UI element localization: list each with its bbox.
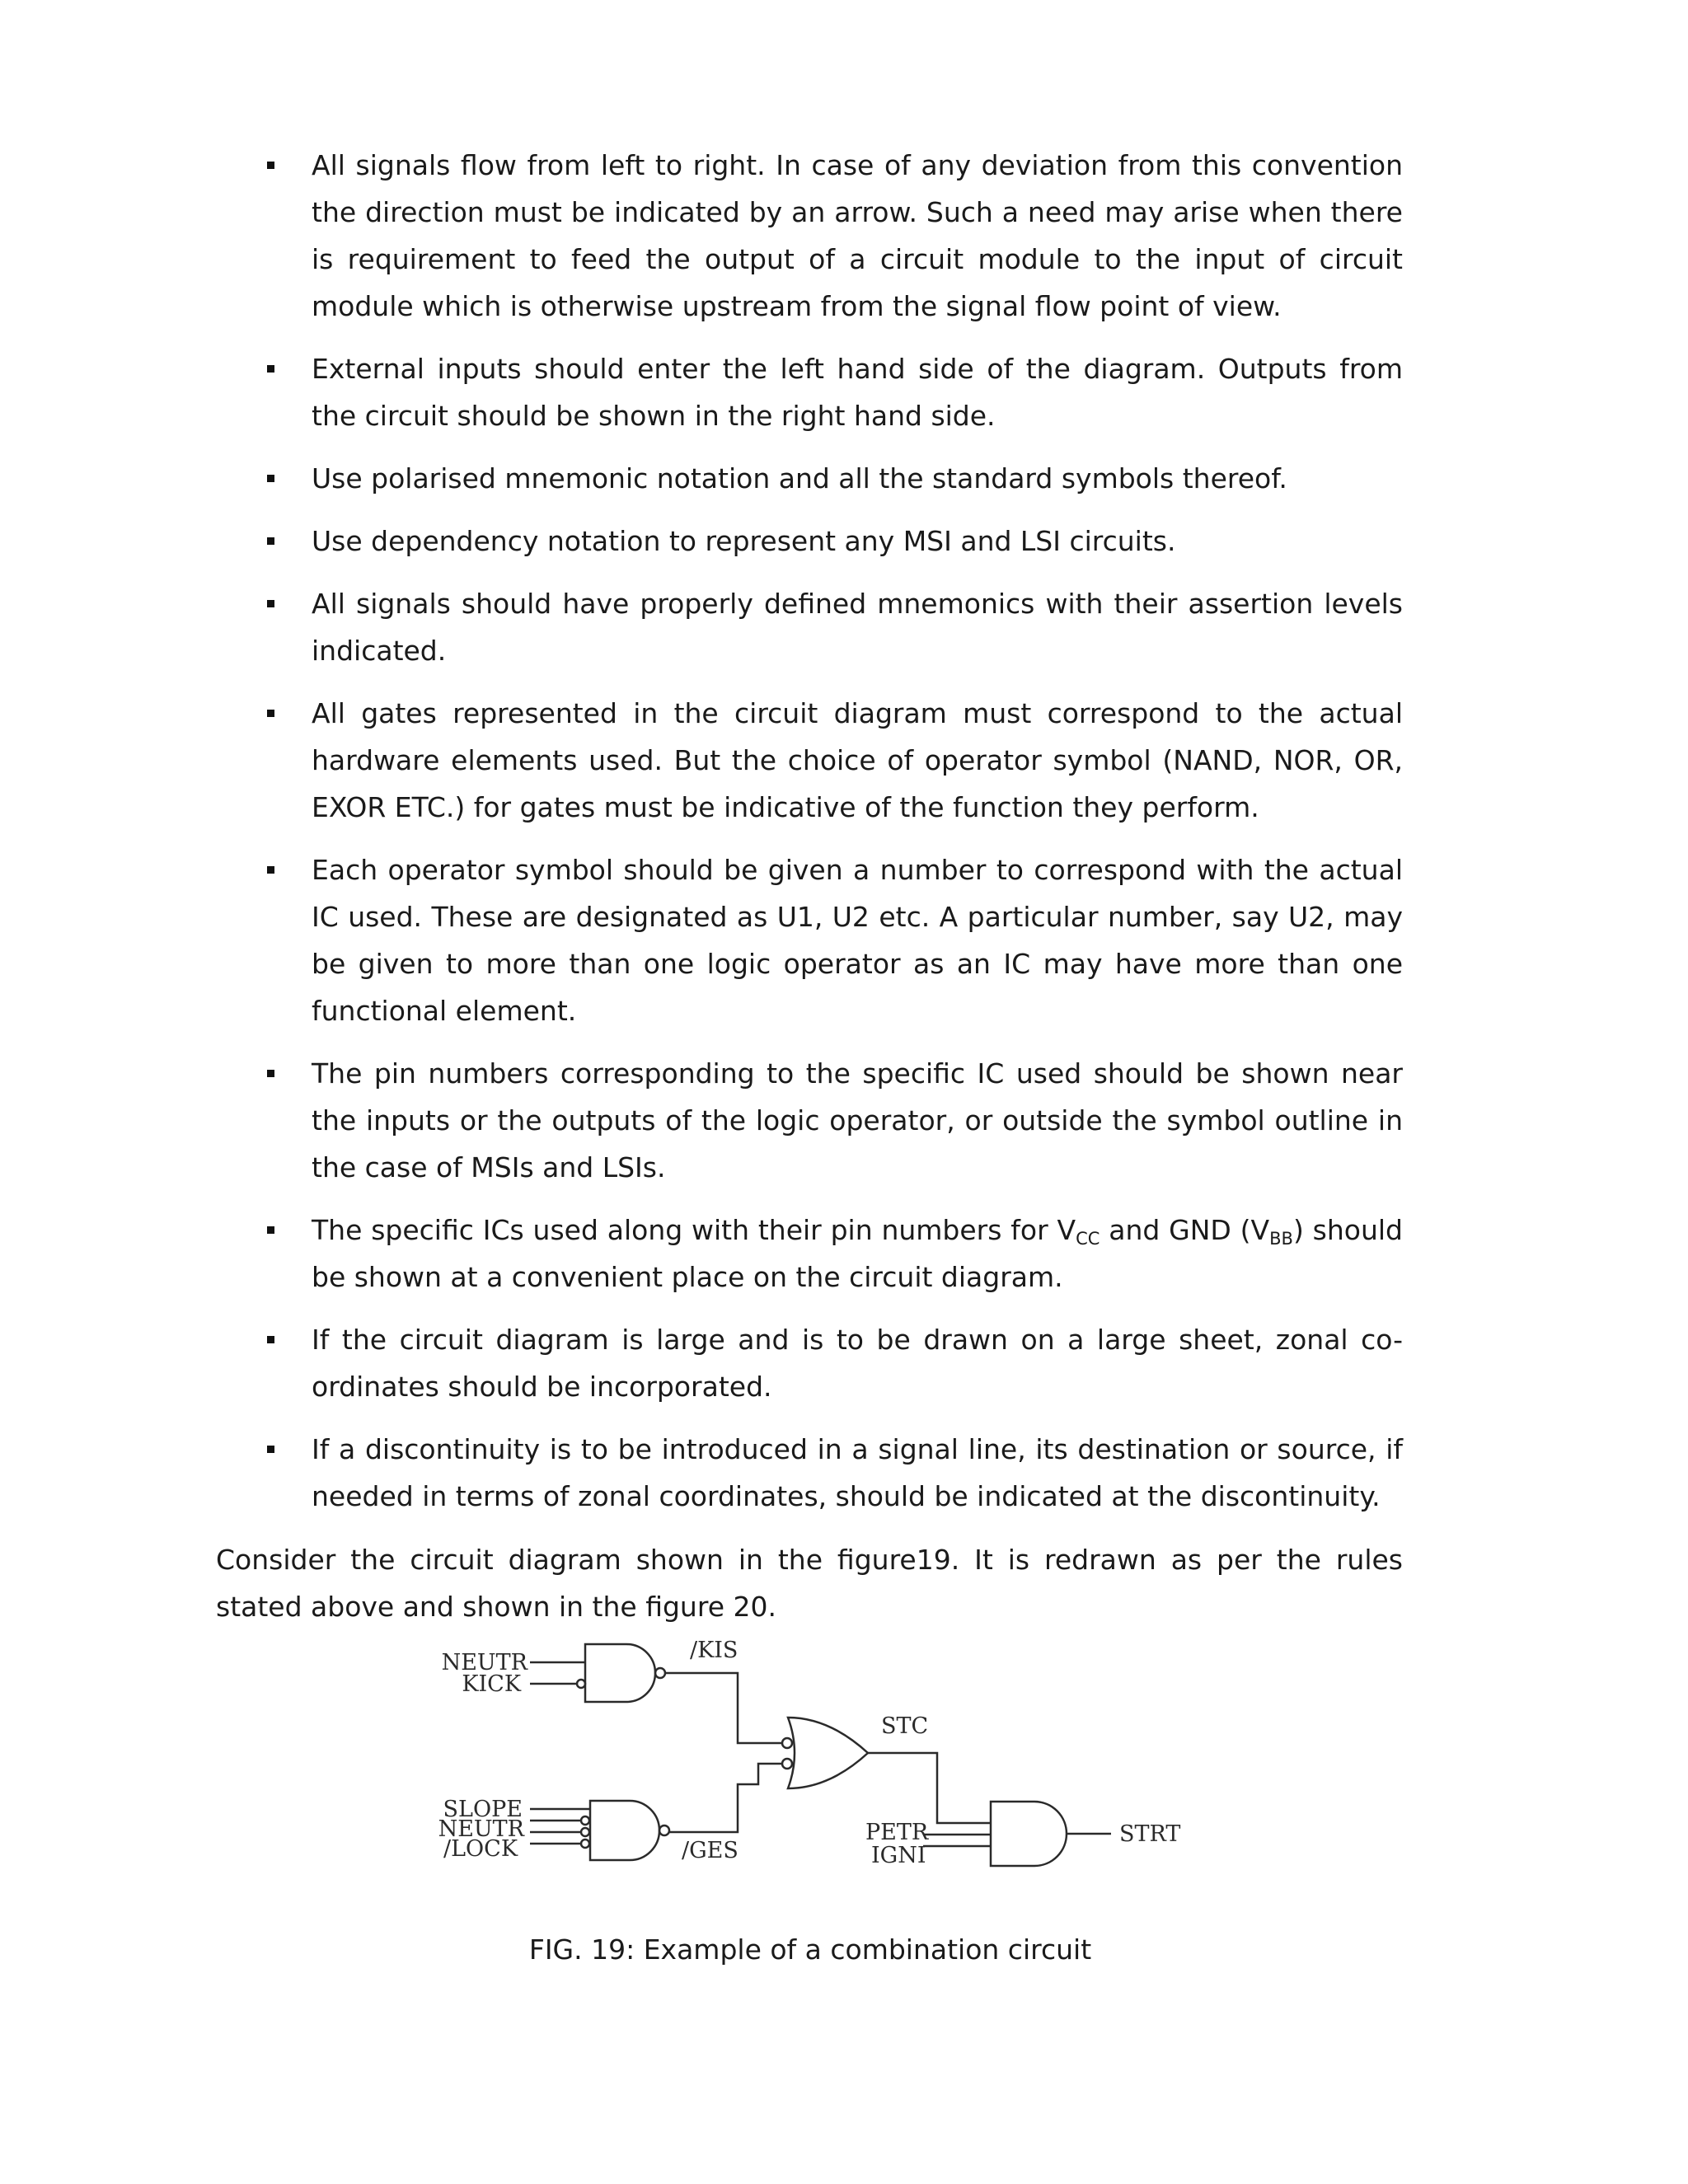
square-bullet-icon — [267, 162, 274, 169]
inversion-bubble — [782, 1759, 792, 1769]
list-item-text: All signals should have properly defined mnemonics with their assertion levels indicated. — [312, 588, 1403, 667]
inversion-bubble — [577, 1680, 585, 1688]
square-bullet-icon — [267, 1336, 274, 1343]
list-item-text: The pin numbers corresponding to the specific IC used should be shown near the inputs or the outputs of the logic operator, or outside the symbol outline in the case of MSIs and LSIs. — [312, 1057, 1403, 1183]
list-item — [216, 846, 1403, 1034]
circuit-svg — [420, 1640, 1195, 1887]
square-bullet-icon — [267, 866, 274, 874]
signal-label: PETR — [865, 1820, 929, 1845]
signal-label: STRT — [1119, 1821, 1181, 1847]
list-item — [216, 455, 1403, 502]
circuit-diagram — [420, 1640, 1195, 1887]
inversion-bubble — [581, 1840, 589, 1848]
list-item-text: If a discontinuity is to be introduced in a signal line, its destination or source, if needed in terms of zonal coordinates, should be indicated at the discontinuity. — [312, 1433, 1403, 1512]
list-item-text: Use polarised mnemonic notation and all the standard symbols thereof. — [312, 462, 1287, 494]
body-paragraph: Consider the circuit diagram shown in the figure19. It is redrawn as per the rules stated above and shown in the figure 20. — [216, 1544, 1403, 1623]
inversion-bubble — [581, 1828, 589, 1836]
list-item-text: Each operator symbol should be given a number to correspond with the actual IC used. These are designated as U1, U2 etc. A particular number, say U2, may be given to more than one logic operator as an IC may have more than one functional element. — [312, 854, 1403, 1027]
list-item — [216, 518, 1403, 565]
square-bullet-icon — [267, 1226, 274, 1234]
square-bullet-icon — [267, 537, 274, 545]
inversion-bubble — [581, 1816, 589, 1825]
signal-label: /KIS — [690, 1640, 738, 1663]
wire-kis — [665, 1673, 782, 1743]
list-item-text: The specific ICs used along with their pin numbers for $V_{CC}$ and GND $(V_{BB})$ should be shown at a convenient place on the circuit diagram. — [312, 1214, 1403, 1293]
signal-label: /GES — [682, 1838, 738, 1863]
wire-ges — [669, 1764, 782, 1832]
list-item-text: All signals flow from left to right. In case of any deviation from this convention the direction must be indicated by an arrow. Such a need may arise when there is requirement to feed the output of a circuit module to the input of circuit module which is otherwise upstream from the signal flow point of view. — [312, 149, 1403, 322]
list-item — [216, 1426, 1403, 1520]
list-item — [216, 1050, 1403, 1191]
list-item — [216, 690, 1403, 831]
list-item — [216, 345, 1403, 439]
list-item — [216, 1316, 1403, 1410]
signal-label: STC — [881, 1713, 929, 1739]
and-gate-strt — [991, 1802, 1067, 1866]
inversion-bubble — [655, 1668, 665, 1678]
list-item — [216, 580, 1403, 674]
square-bullet-icon — [267, 1070, 274, 1077]
list-item-text: External inputs should enter the left hand side of the diagram. Outputs from the circuit should be shown in the right hand side. — [312, 353, 1403, 432]
wire-stc — [868, 1753, 991, 1823]
list-item — [216, 142, 1403, 330]
square-bullet-icon — [267, 365, 274, 373]
guideline-list — [216, 142, 1403, 1535]
list-item-text: Use dependency notation to represent any MSI and LSI circuits. — [312, 525, 1176, 557]
signal-label: KICK — [462, 1671, 521, 1697]
inversion-bubble — [782, 1738, 792, 1748]
figure-caption: FIG. 19: Example of a combination circuit — [528, 1933, 1092, 1966]
nand-gate-3 — [590, 1801, 659, 1860]
signal-label: /LOCK — [443, 1836, 518, 1862]
list-item-power-pins — [216, 1207, 1403, 1301]
or-gate-stc — [788, 1718, 868, 1788]
list-item-text: If the circuit diagram is large and is to be drawn on a large sheet, zonal co-ordinates should be incorporated. — [312, 1324, 1403, 1403]
inversion-bubble — [659, 1825, 669, 1835]
signal-label: NEUTR — [441, 1650, 528, 1675]
nand-gate-1 — [585, 1644, 655, 1702]
square-bullet-icon — [267, 600, 274, 607]
signal-label: IGNI — [871, 1843, 926, 1868]
square-bullet-icon — [267, 1446, 274, 1453]
square-bullet-icon — [267, 475, 274, 482]
square-bullet-icon — [267, 710, 274, 717]
list-item-text: All gates represented in the circuit diagram must correspond to the actual hardware elements used. But the choice of operator symbol (NAND, NOR, OR, EXOR ETC.) for gates must be indicative of the function they perform. — [312, 697, 1403, 823]
signal-label: NEUTR — [438, 1816, 524, 1842]
signal-label: SLOPE — [443, 1797, 523, 1822]
